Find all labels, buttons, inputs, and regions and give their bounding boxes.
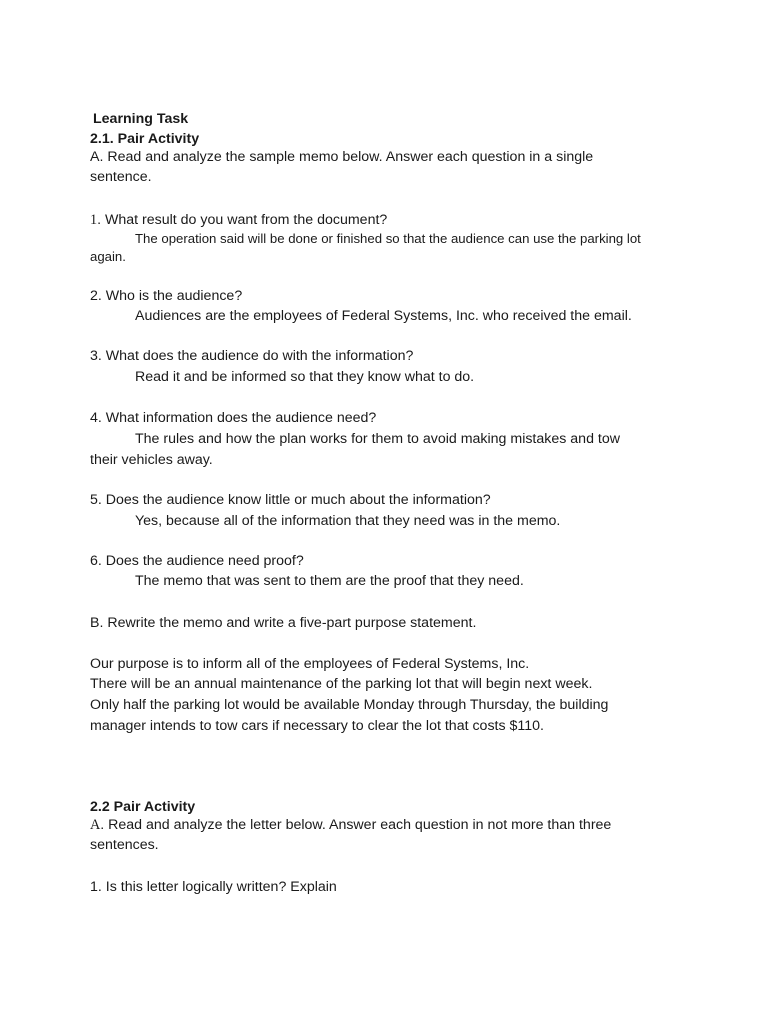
learning-task-heading: Learning Task bbox=[93, 111, 189, 127]
question-1 bbox=[90, 210, 387, 230]
section-2-2-title: 2.2 Pair Activity bbox=[90, 799, 196, 815]
section-2-2-instruction-letter: A bbox=[90, 817, 101, 833]
answer-3: Read it and be informed so that they know what to do. bbox=[135, 369, 475, 385]
answer-2: Audiences are the employees of Federal Systems, Inc. who received the email. bbox=[135, 308, 632, 324]
answer-1-line2: again. bbox=[90, 249, 126, 264]
question-3: 3. What does the audience do with the information? bbox=[90, 348, 414, 364]
answer-4-line1: The rules and how the plan works for them to avoid making mistakes and tow bbox=[135, 431, 620, 447]
section-2-1-instruction-line2: sentence. bbox=[90, 169, 152, 185]
question-2: 2. Who is the audience? bbox=[90, 288, 243, 304]
purpose-line: There will be an annual maintenance of the parking lot that will begin next week. bbox=[90, 676, 593, 692]
purpose-line: manager intends to tow cars if necessary to clear the lot that costs $110. bbox=[90, 718, 544, 734]
question-6: 6. Does the audience need proof? bbox=[90, 553, 304, 569]
section-2-2-instruction-line2: sentences. bbox=[90, 837, 159, 853]
question-1-number: 1 bbox=[90, 212, 98, 228]
section-2-2-instruction-line1 bbox=[90, 815, 611, 835]
question-1-text: . What result do you want from the document? bbox=[97, 212, 388, 228]
answer-1-line1: The operation said will be done or finished so that the audience can use the parking lot bbox=[135, 231, 641, 246]
question-5: 5. Does the audience know little or much about the information? bbox=[90, 492, 491, 508]
answer-6: The memo that was sent to them are the proof that they need. bbox=[135, 573, 524, 589]
purpose-line: Our purpose is to inform all of the employees of Federal Systems, Inc. bbox=[90, 656, 530, 672]
purpose-line: Only half the parking lot would be available Monday through Thursday, the building bbox=[90, 697, 609, 713]
answer-4-line2: their vehicles away. bbox=[90, 452, 213, 468]
section-2-1-instruction-line1: A. Read and analyze the sample memo below. Answer each question in a single bbox=[90, 149, 594, 165]
answer-5: Yes, because all of the information that they need was in the memo. bbox=[135, 513, 561, 529]
section-2-1-title: 2.1. Pair Activity bbox=[90, 131, 200, 147]
question-4: 4. What information does the audience need? bbox=[90, 410, 377, 426]
section-2-2-instruction-text: . Read and analyze the letter below. Answer each question in not more than three bbox=[100, 817, 612, 833]
part-b-instruction: B. Rewrite the memo and write a five-part purpose statement. bbox=[90, 615, 477, 631]
section-2-2-question-1: 1. Is this letter logically written? Explain bbox=[90, 879, 337, 895]
